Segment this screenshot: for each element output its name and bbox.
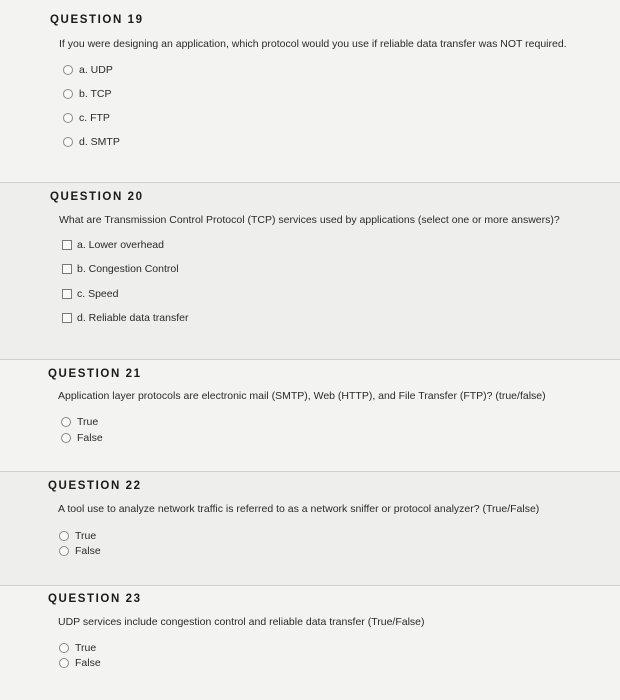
question-21-section bbox=[0, 360, 620, 472]
option-label: c. FTP bbox=[79, 112, 110, 124]
option-c[interactable] bbox=[62, 288, 118, 300]
checkbox[interactable] bbox=[62, 264, 72, 274]
question-19-section bbox=[0, 0, 620, 183]
question-text: UDP services include congestion control and reliable data transfer (True/False) bbox=[58, 616, 425, 628]
option-false[interactable] bbox=[59, 657, 101, 669]
radio-button[interactable] bbox=[59, 546, 69, 556]
radio-button[interactable] bbox=[59, 531, 69, 541]
option-a[interactable] bbox=[63, 64, 113, 76]
option-d[interactable] bbox=[62, 312, 188, 324]
question-text: Application layer protocols are electronic mail (SMTP), Web (HTTP), and File Transfer (FTP)? (true/false) bbox=[58, 390, 546, 402]
option-label: a. Lower overhead bbox=[77, 239, 164, 251]
option-true[interactable] bbox=[59, 530, 96, 542]
radio-button[interactable] bbox=[63, 113, 73, 123]
question-text: What are Transmission Control Protocol (TCP) services used by applications (select one or more answers)? bbox=[59, 214, 560, 226]
option-label: a. UDP bbox=[79, 64, 113, 76]
option-true[interactable] bbox=[61, 416, 98, 428]
option-false[interactable] bbox=[59, 545, 101, 557]
option-false[interactable] bbox=[61, 432, 103, 444]
question-20-section bbox=[0, 183, 620, 360]
option-label: b. TCP bbox=[79, 88, 112, 100]
radio-button[interactable] bbox=[63, 137, 73, 147]
question-title: QUESTION 19 bbox=[50, 14, 144, 26]
question-title: QUESTION 21 bbox=[48, 368, 142, 380]
option-label: True bbox=[75, 530, 97, 542]
radio-button[interactable] bbox=[61, 417, 71, 427]
question-23-section bbox=[0, 586, 620, 700]
option-label: d. SMTP bbox=[79, 136, 120, 148]
option-c[interactable] bbox=[63, 112, 110, 124]
option-label: True bbox=[77, 416, 99, 428]
question-22-section bbox=[0, 472, 620, 586]
option-a[interactable] bbox=[62, 239, 164, 251]
option-label: True bbox=[75, 642, 97, 654]
radio-button[interactable] bbox=[61, 433, 71, 443]
option-label: False bbox=[75, 657, 101, 669]
option-b[interactable] bbox=[63, 88, 111, 100]
question-title: QUESTION 23 bbox=[48, 593, 142, 605]
option-label: d. Reliable data transfer bbox=[77, 312, 189, 324]
option-label: c. Speed bbox=[77, 288, 119, 300]
question-text: A tool use to analyze network traffic is referred to as a network sniffer or protocol analyzer? (True/False) bbox=[58, 503, 540, 515]
option-label: b. Congestion Control bbox=[77, 263, 179, 275]
radio-button[interactable] bbox=[59, 643, 69, 653]
option-b[interactable] bbox=[62, 263, 179, 275]
radio-button[interactable] bbox=[63, 65, 73, 75]
checkbox[interactable] bbox=[62, 240, 72, 250]
option-d[interactable] bbox=[63, 136, 120, 148]
checkbox[interactable] bbox=[62, 313, 72, 323]
question-title: QUESTION 20 bbox=[50, 191, 144, 203]
checkbox[interactable] bbox=[62, 289, 72, 299]
option-label: False bbox=[77, 432, 103, 444]
option-true[interactable] bbox=[59, 642, 96, 654]
radio-button[interactable] bbox=[63, 89, 73, 99]
question-title: QUESTION 22 bbox=[48, 480, 142, 492]
question-text: If you were designing an application, which protocol would you use if reliable data transfer was NOT required. bbox=[59, 38, 567, 50]
option-label: False bbox=[75, 545, 101, 557]
radio-button[interactable] bbox=[59, 658, 69, 668]
